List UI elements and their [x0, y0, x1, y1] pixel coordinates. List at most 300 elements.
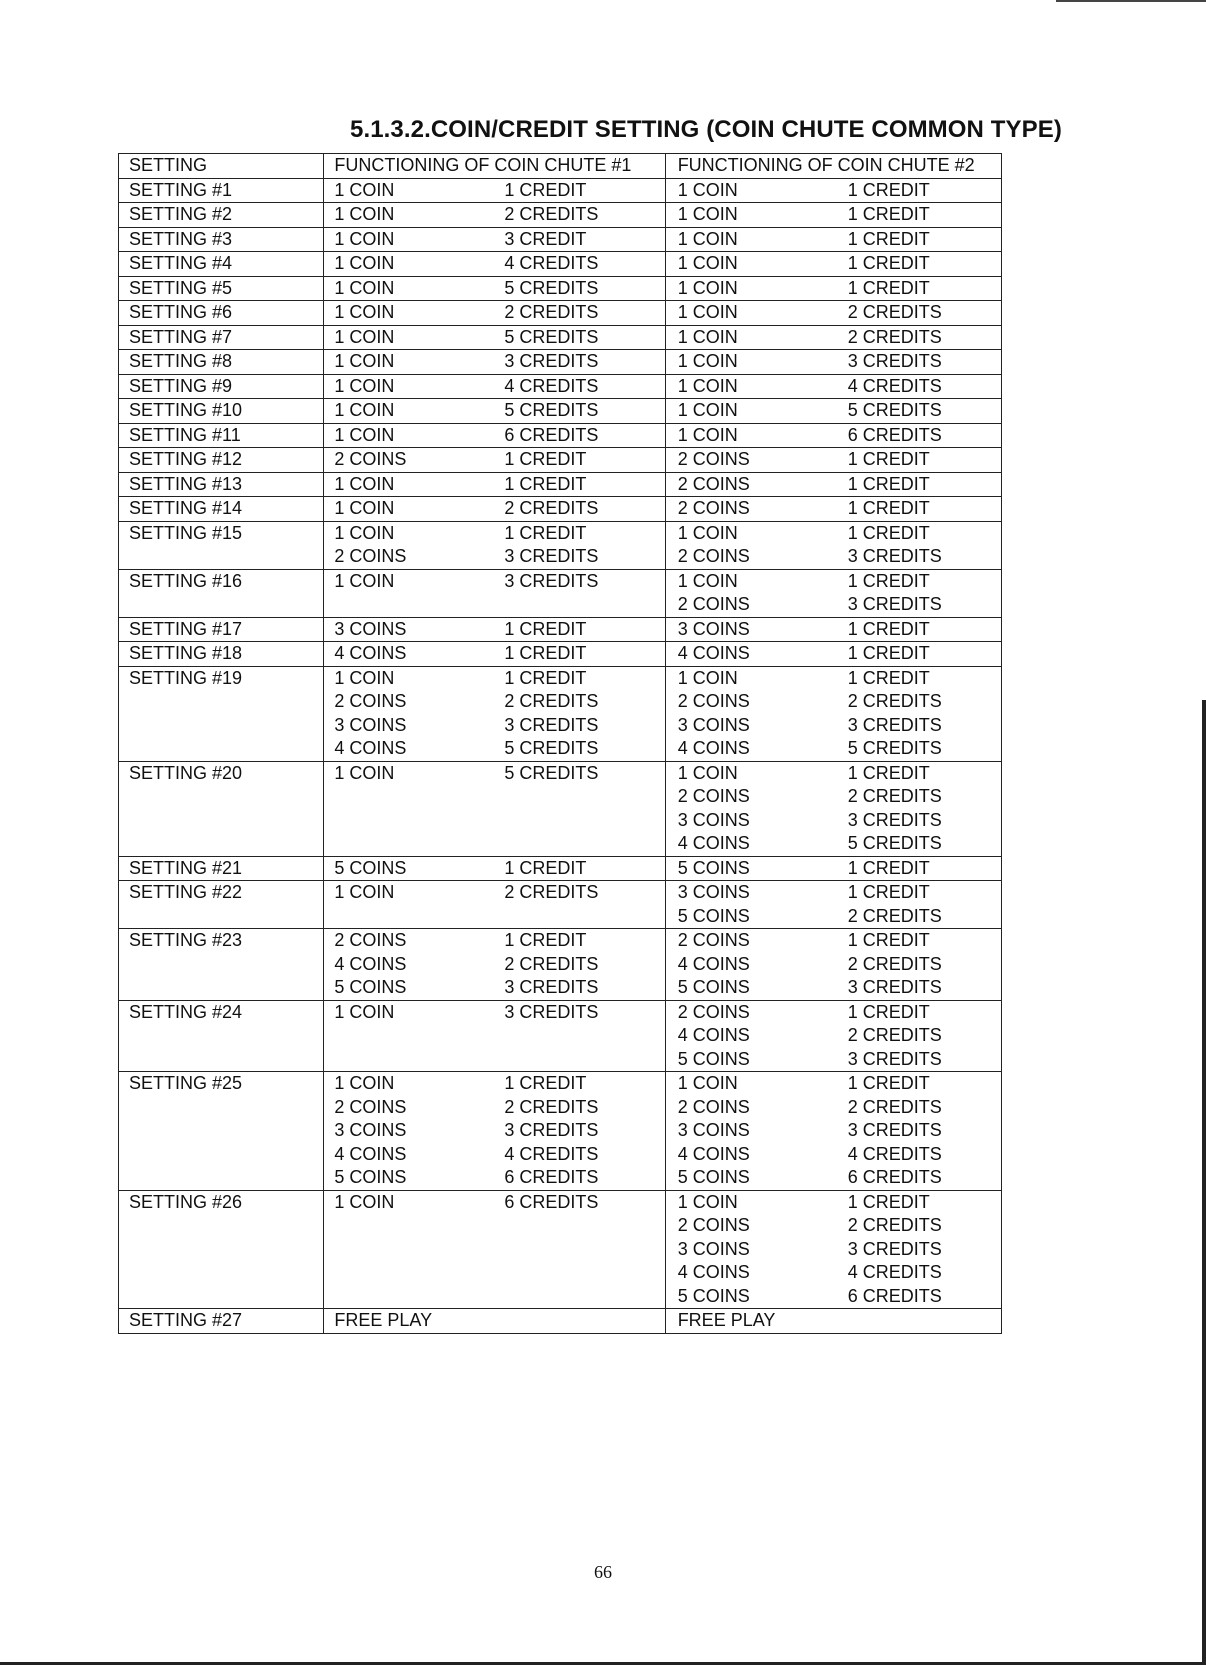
coins-value: 3 COINS	[334, 1120, 407, 1140]
coin-credit-line	[324, 1072, 664, 1096]
coin-credit-line	[324, 570, 664, 594]
coin-credit-line	[324, 642, 664, 666]
coins-value: 1 COIN	[677, 1191, 738, 1212]
coins-value: 1 COIN	[334, 570, 395, 591]
coin-credit-line	[666, 1238, 1001, 1262]
chute-2-cell	[665, 521, 1001, 569]
setting-cell: SETTING #16	[119, 569, 324, 617]
setting-cell: SETTING #10	[119, 399, 324, 424]
coin-credit-line	[324, 1096, 664, 1120]
credits-value: 3 CREDITS	[847, 351, 942, 371]
coin-credit-line	[666, 228, 1001, 252]
coin-credit-line	[666, 424, 1001, 448]
coin-credit-line	[324, 252, 664, 276]
credits-value: 5 CREDITS	[847, 738, 942, 758]
credits-value: 3 CREDITS	[504, 977, 599, 997]
setting-cell: SETTING #14	[119, 497, 324, 522]
table-body	[119, 178, 1002, 1333]
credits-value: 1 CREDIT	[847, 1191, 930, 1212]
setting-cell: SETTING #13	[119, 472, 324, 497]
coin-credit-line	[324, 1309, 664, 1333]
coins-value: 2 COINS	[334, 691, 407, 711]
credits-value: 2 CREDITS	[504, 882, 599, 902]
credits-value: 1 CREDIT	[847, 253, 930, 273]
chute-1-cell	[324, 203, 665, 228]
coin-credit-line	[666, 667, 1001, 691]
chute-1-cell	[324, 178, 665, 203]
setting-cell: SETTING #1	[119, 178, 324, 203]
table-row	[119, 761, 1002, 856]
coins-value: 2 COINS	[334, 449, 407, 469]
setting-cell: SETTING #8	[119, 350, 324, 375]
coins-value: 3 COINS	[677, 1120, 750, 1140]
credits-value: 3 CREDITS	[504, 351, 599, 371]
coins-value: 2 COINS	[677, 473, 750, 494]
credits-value: 1 CREDIT	[504, 667, 587, 688]
coin-credit-line	[666, 1001, 1001, 1025]
chute-1-cell	[324, 423, 665, 448]
coins-value: 2 COINS	[677, 1001, 750, 1022]
coin-credit-line	[666, 832, 1001, 856]
coin-credit-line	[324, 881, 664, 905]
coins-value: 1 COIN	[677, 277, 738, 298]
coins-value: 1 COIN	[334, 473, 395, 494]
credits-value: 4 CREDITS	[847, 1143, 942, 1164]
table-row	[119, 350, 1002, 375]
credits-value: 4 CREDITS	[504, 1143, 599, 1164]
table-row	[119, 423, 1002, 448]
chute-1-cell	[324, 399, 665, 424]
chute-1-cell	[324, 856, 665, 881]
credits-value: 1 CREDIT	[504, 857, 587, 878]
coin-credit-line	[666, 618, 1001, 642]
coins-value: 1 COIN	[677, 1073, 738, 1093]
setting-cell: SETTING #4	[119, 252, 324, 277]
credits-value: 3 CREDITS	[847, 594, 942, 614]
credits-value: 4 CREDITS	[847, 1262, 942, 1282]
table-row	[119, 227, 1002, 252]
setting-cell: SETTING #9	[119, 374, 324, 399]
coins-value: 1 COIN	[334, 351, 395, 371]
coin-credit-line	[666, 785, 1001, 809]
coins-value: 1 COIN	[334, 762, 395, 783]
coins-value: 3 COINS	[677, 882, 750, 902]
coin-credit-line	[666, 881, 1001, 905]
chute-1-cell	[324, 252, 665, 277]
setting-cell: SETTING #15	[119, 521, 324, 569]
coin-credit-line	[666, 714, 1001, 738]
coins-value: 1 COIN	[334, 277, 395, 298]
credits-value: 1 CREDIT	[504, 449, 587, 469]
chute-1-cell	[324, 569, 665, 617]
chute-2-cell	[665, 276, 1001, 301]
chute-2-cell	[665, 472, 1001, 497]
credits-value: 1 CREDIT	[504, 1073, 587, 1093]
coins-value: 1 COIN	[677, 204, 738, 224]
credits-value: 1 CREDIT	[847, 1073, 930, 1093]
setting-cell: SETTING #2	[119, 203, 324, 228]
credits-value: 1 CREDIT	[847, 643, 930, 663]
coin-credit-line	[666, 570, 1001, 594]
coin-credit-line	[666, 473, 1001, 497]
chute-1-cell	[324, 761, 665, 856]
chute-1-cell	[324, 666, 665, 761]
coins-value: 2 COINS	[677, 594, 750, 614]
coin-credit-line	[666, 1191, 1001, 1215]
table-row	[119, 617, 1002, 642]
setting-cell: SETTING #17	[119, 617, 324, 642]
coin-credit-line	[666, 326, 1001, 350]
credits-value: 1 CREDIT	[847, 930, 930, 950]
coins-value: 1 COIN	[677, 179, 738, 200]
chute-1-cell	[324, 1000, 665, 1072]
coin-credit-line	[324, 714, 664, 738]
chute-2-cell	[665, 325, 1001, 350]
coins-value: 1 COIN	[677, 228, 738, 249]
coins-value: 4 COINS	[677, 1262, 750, 1282]
credits-value: 2 CREDITS	[504, 498, 599, 518]
credits-value: 1 CREDIT	[847, 449, 930, 469]
coin-credit-line	[324, 618, 664, 642]
coins-value: 1 COIN	[334, 882, 395, 902]
coin-credit-line	[324, 424, 664, 448]
credits-value: 3 CREDITS	[504, 1120, 599, 1140]
credits-value: 1 CREDIT	[504, 522, 587, 543]
credits-value: 3 CREDITS	[847, 714, 942, 735]
credits-value: 3 CREDITS	[847, 1048, 942, 1069]
table-header-row	[119, 154, 1002, 179]
chute-1-cell	[324, 374, 665, 399]
coins-value: 1 COIN	[334, 1191, 395, 1212]
table-row	[119, 301, 1002, 326]
coins-value: 1 COIN	[677, 667, 738, 688]
coin-credit-line	[324, 1166, 664, 1190]
table-row	[119, 276, 1002, 301]
table-row	[119, 569, 1002, 617]
coin-credit-line	[666, 301, 1001, 325]
setting-cell: SETTING #5	[119, 276, 324, 301]
coins-value: 5 COINS	[677, 977, 750, 997]
coins-value: 1 COIN	[677, 424, 738, 445]
coin-credit-line	[666, 976, 1001, 1000]
coin-credit-line	[324, 1001, 664, 1025]
coins-value: 2 COINS	[677, 449, 750, 469]
coins-value: 5 COINS	[334, 1167, 407, 1187]
credits-value: 1 CREDIT	[504, 643, 587, 663]
coins-value: 1 COIN	[334, 204, 395, 224]
coin-credit-line	[324, 326, 664, 350]
coin-credit-line	[324, 350, 664, 374]
coin-credit-line	[324, 667, 664, 691]
credits-value: 1 CREDIT	[847, 882, 930, 902]
coins-value: 5 COINS	[677, 1167, 750, 1187]
credits-value: 1 CREDIT	[504, 473, 587, 494]
coins-value: FREE PLAY	[334, 1310, 433, 1330]
coins-value: 4 COINS	[677, 1025, 750, 1045]
credits-value: 1 CREDIT	[847, 667, 930, 688]
credits-value: 6 CREDITS	[504, 424, 599, 445]
coins-value: 4 COINS	[334, 738, 407, 758]
coins-value: 3 COINS	[334, 714, 407, 735]
credits-value: 3 CREDITS	[847, 1238, 942, 1259]
coin-credit-line	[324, 399, 664, 423]
setting-cell: SETTING #25	[119, 1072, 324, 1191]
credits-value: 2 CREDITS	[847, 905, 942, 926]
credits-value: 3 CREDITS	[504, 1001, 599, 1022]
credits-value: 1 CREDIT	[847, 762, 930, 783]
table-row	[119, 497, 1002, 522]
coin-credit-line	[666, 399, 1001, 423]
chute-1-cell	[324, 350, 665, 375]
coin-credit-line	[324, 301, 664, 325]
chute-1-cell	[324, 472, 665, 497]
coins-value: 4 COINS	[677, 1143, 750, 1164]
credits-value: 3 CREDITS	[847, 809, 942, 830]
credits-value: 4 CREDITS	[847, 375, 942, 396]
coin-credit-line	[324, 448, 664, 472]
coin-credit-line	[666, 252, 1001, 276]
coins-value: 1 COIN	[677, 762, 738, 783]
coin-credit-line	[666, 905, 1001, 929]
coins-value: 1 COIN	[334, 424, 395, 445]
table-row	[119, 881, 1002, 929]
coins-value: 1 COIN	[334, 228, 395, 249]
chute-2-cell	[665, 1309, 1001, 1334]
coin-credit-line	[324, 1143, 664, 1167]
coin-credit-line	[324, 857, 664, 881]
coins-value: 1 COIN	[677, 522, 738, 543]
setting-cell: SETTING #12	[119, 448, 324, 473]
coin-credit-line	[324, 522, 664, 546]
credits-value: 2 CREDITS	[847, 1096, 942, 1117]
chute-1-cell	[324, 929, 665, 1001]
coins-value: 4 COINS	[677, 953, 750, 974]
chute-2-cell	[665, 569, 1001, 617]
chute-2-cell	[665, 642, 1001, 667]
header-chute-2: FUNCTIONING OF COIN CHUTE #2	[665, 154, 1001, 179]
credits-value: 1 CREDIT	[847, 473, 930, 494]
coins-value: 3 COINS	[677, 618, 750, 639]
credits-value: 3 CREDITS	[847, 1120, 942, 1140]
coins-value: 2 COINS	[677, 786, 750, 806]
credits-value: 2 CREDITS	[504, 302, 599, 322]
coin-credit-table	[118, 153, 1002, 1334]
coins-value: 4 COINS	[334, 953, 407, 974]
chute-2-cell	[665, 448, 1001, 473]
coin-credit-line	[666, 762, 1001, 786]
coins-value: 1 COIN	[677, 302, 738, 322]
credits-value: 3 CREDITS	[847, 977, 942, 997]
chute-2-cell	[665, 856, 1001, 881]
coins-value: 2 COINS	[677, 691, 750, 711]
coins-value: 1 COIN	[334, 326, 395, 347]
coins-value: 3 COINS	[677, 809, 750, 830]
coins-value: 1 COIN	[677, 400, 738, 420]
coin-credit-line	[666, 1214, 1001, 1238]
coin-credit-line	[666, 350, 1001, 374]
coin-credit-line	[666, 203, 1001, 227]
setting-cell: SETTING #22	[119, 881, 324, 929]
scan-edge-right	[1202, 700, 1206, 1665]
coins-value: 1 COIN	[677, 351, 738, 371]
setting-cell: SETTING #23	[119, 929, 324, 1001]
coins-value: 2 COINS	[677, 1096, 750, 1117]
credits-value: 4 CREDITS	[504, 253, 599, 273]
credits-value: 1 CREDIT	[847, 204, 930, 224]
coin-credit-line	[324, 473, 664, 497]
table-row	[119, 252, 1002, 277]
chute-1-cell	[324, 448, 665, 473]
chute-2-cell	[665, 1000, 1001, 1072]
chute-2-cell	[665, 203, 1001, 228]
coins-value: 5 COINS	[677, 857, 750, 878]
coins-value: 4 COINS	[677, 738, 750, 758]
coin-credit-line	[324, 375, 664, 399]
page-number: 66	[594, 1562, 612, 1582]
credits-value: 2 CREDITS	[847, 302, 942, 322]
chute-2-cell	[665, 666, 1001, 761]
coin-credit-line	[666, 1261, 1001, 1285]
credits-value: 5 CREDITS	[504, 400, 599, 420]
chute-2-cell	[665, 350, 1001, 375]
coin-credit-line	[324, 929, 664, 953]
coin-credit-line	[666, 448, 1001, 472]
credits-value: 1 CREDIT	[847, 570, 930, 591]
coin-credit-line	[324, 179, 664, 203]
coin-credit-line	[666, 497, 1001, 521]
chute-2-cell	[665, 929, 1001, 1001]
coins-value: FREE PLAY	[677, 1310, 776, 1330]
coin-credit-line	[324, 690, 664, 714]
table-row	[119, 1309, 1002, 1334]
table-row	[119, 178, 1002, 203]
scan-edge-top	[1056, 0, 1206, 2]
chute-1-cell	[324, 227, 665, 252]
credits-value: 4 CREDITS	[504, 375, 599, 396]
coins-value: 1 COIN	[677, 570, 738, 591]
credits-value: 1 CREDIT	[847, 618, 930, 639]
coin-credit-line	[666, 953, 1001, 977]
coin-credit-line	[666, 1072, 1001, 1096]
coins-value: 1 COIN	[334, 375, 395, 396]
coin-credit-line	[666, 375, 1001, 399]
coin-credit-line	[666, 929, 1001, 953]
credits-value: 3 CREDITS	[847, 546, 942, 566]
table-row	[119, 666, 1002, 761]
coin-credit-line	[324, 737, 664, 761]
chute-2-cell	[665, 374, 1001, 399]
coins-value: 1 COIN	[334, 400, 395, 420]
coin-credit-line	[666, 277, 1001, 301]
coins-value: 2 COINS	[677, 1215, 750, 1235]
coins-value: 1 COIN	[334, 1073, 395, 1093]
coins-value: 3 COINS	[677, 1238, 750, 1259]
chute-2-cell	[665, 252, 1001, 277]
chute-2-cell	[665, 1190, 1001, 1309]
coins-value: 5 COINS	[677, 1285, 750, 1306]
coins-value: 5 COINS	[334, 857, 407, 878]
setting-cell: SETTING #11	[119, 423, 324, 448]
table-row	[119, 399, 1002, 424]
coins-value: 1 COIN	[334, 1001, 395, 1022]
credits-value: 5 CREDITS	[504, 277, 599, 298]
coin-credit-line	[324, 1191, 664, 1215]
coins-value: 2 COINS	[334, 930, 407, 950]
credits-value: 1 CREDIT	[504, 930, 587, 950]
credits-value: 2 CREDITS	[504, 204, 599, 224]
coin-credit-line	[666, 179, 1001, 203]
chute-2-cell	[665, 301, 1001, 326]
table-row	[119, 203, 1002, 228]
credits-value: 6 CREDITS	[504, 1191, 599, 1212]
setting-cell: SETTING #24	[119, 1000, 324, 1072]
coins-value: 2 COINS	[334, 546, 407, 566]
credits-value: 2 CREDITS	[847, 1215, 942, 1235]
coin-credit-line	[324, 762, 664, 786]
coins-value: 1 COIN	[677, 326, 738, 347]
credits-value: 2 CREDITS	[504, 1096, 599, 1117]
setting-cell: SETTING #6	[119, 301, 324, 326]
table-row	[119, 448, 1002, 473]
chute-1-cell	[324, 325, 665, 350]
setting-cell: SETTING #7	[119, 325, 324, 350]
table-row	[119, 374, 1002, 399]
coins-value: 2 COINS	[677, 498, 750, 518]
coin-credit-line	[666, 809, 1001, 833]
chute-2-cell	[665, 178, 1001, 203]
header-chute-1: FUNCTIONING OF COIN CHUTE #1	[324, 154, 665, 179]
coin-credit-line	[666, 690, 1001, 714]
coins-value: 1 COIN	[334, 253, 395, 273]
chute-2-cell	[665, 881, 1001, 929]
chute-1-cell	[324, 301, 665, 326]
coin-credit-line	[666, 642, 1001, 666]
credits-value: 5 CREDITS	[504, 326, 599, 347]
credits-value: 5 CREDITS	[504, 738, 599, 758]
credits-value: 1 CREDIT	[847, 1001, 930, 1022]
credits-value: 1 CREDIT	[504, 179, 587, 200]
setting-cell: SETTING #3	[119, 227, 324, 252]
coins-value: 1 COIN	[334, 667, 395, 688]
setting-cell: SETTING #20	[119, 761, 324, 856]
table-row	[119, 929, 1002, 1001]
table-row	[119, 1190, 1002, 1309]
chute-1-cell	[324, 881, 665, 929]
chute-1-cell	[324, 276, 665, 301]
setting-cell: SETTING #26	[119, 1190, 324, 1309]
coin-credit-line	[666, 1285, 1001, 1309]
chute-2-cell	[665, 761, 1001, 856]
coin-credit-line	[324, 1119, 664, 1143]
chute-2-cell	[665, 1072, 1001, 1191]
coins-value: 2 COINS	[677, 930, 750, 950]
coin-credit-line	[324, 228, 664, 252]
credits-value: 5 CREDITS	[847, 400, 942, 420]
coins-value: 2 COINS	[334, 1096, 407, 1117]
header-setting: SETTING	[119, 154, 324, 179]
table-row	[119, 325, 1002, 350]
coin-credit-line	[666, 545, 1001, 569]
coin-credit-line	[666, 522, 1001, 546]
coins-value: 1 COIN	[334, 522, 395, 543]
credits-value: 3 CREDIT	[504, 228, 587, 249]
table-row	[119, 472, 1002, 497]
coin-credit-line	[666, 1309, 1001, 1333]
credits-value: 6 CREDITS	[504, 1167, 599, 1187]
credits-value: 5 CREDITS	[504, 762, 599, 783]
credits-value: 1 CREDIT	[847, 228, 930, 249]
credits-value: 3 CREDITS	[504, 546, 599, 566]
